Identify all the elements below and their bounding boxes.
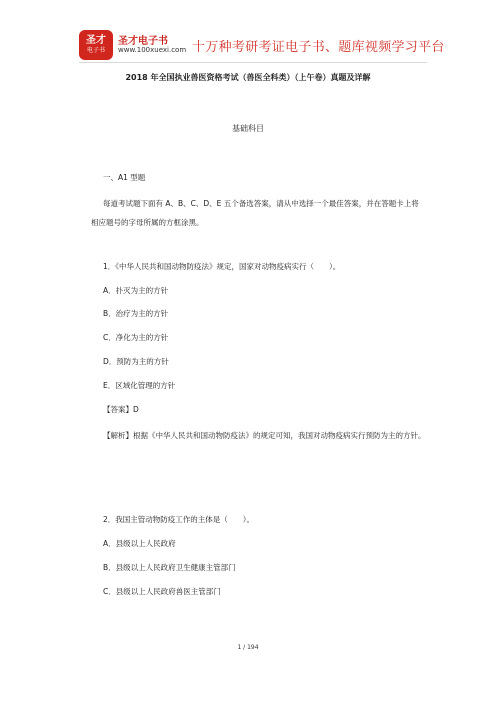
header-slogan: 十万种考研考证电子书、题库视频学习平台 [192, 40, 445, 55]
page-number: 1 / 194 [237, 644, 259, 651]
page-header [0, 0, 496, 64]
question-2-option-c: C．县级以上人民政府兽医主管部门 [103, 587, 221, 596]
instructions-paragraph: 每道考试题下面有 A、B、C、D、E 五个备选答案，请从中选择一个最佳答案，并在答题卡上将相应题号的字母所属的方框涂黑。 [91, 199, 419, 227]
question-1-option-a: A．扑灭为主的方针 [103, 286, 169, 295]
document-title: 2018 年全国执业兽医资格考试（兽医全科类）（上午卷）真题及详解 [125, 73, 371, 82]
part-heading: 一、A1 型题 [103, 173, 146, 182]
question-1-option-d: D．预防为主的方针 [103, 357, 169, 366]
header-divider [79, 62, 427, 63]
question-1-stem: 1．《中华人民共和国动物防疫法》规定，国家对动物疫病实行（ ）。 [103, 262, 341, 271]
question-2-option-a: A．县级以上人民政府 [103, 539, 176, 548]
question-1-option-e: E．区域化管理的方针 [103, 381, 176, 390]
brand-url[interactable]: www.100xuexi.com [118, 46, 187, 54]
brand-logo [79, 30, 113, 60]
question-1-option-b: B．治疗为主的方针 [103, 309, 169, 318]
logo-text-secondary: 电子书 [86, 47, 105, 54]
question-1-answer: 【答案】D [103, 405, 139, 414]
question-1-option-c: C．净化为主的方针 [103, 333, 169, 342]
section-heading: 基础科目 [232, 124, 264, 133]
question-1-analysis: 【解析】根据《中华人民共和国动物防疫法》的规定可知，我国对动物疫病实行预防为主的方针。 [103, 431, 426, 440]
question-2-stem: 2．我国主管动物防疫工作的主体是（ ）。 [103, 515, 255, 524]
brand-name: 圣才电子书 [118, 36, 168, 47]
logo-text-primary: 圣才 [86, 35, 106, 46]
question-2-option-b: B．县级以上人民政府卫生健康主管部门 [103, 563, 236, 572]
